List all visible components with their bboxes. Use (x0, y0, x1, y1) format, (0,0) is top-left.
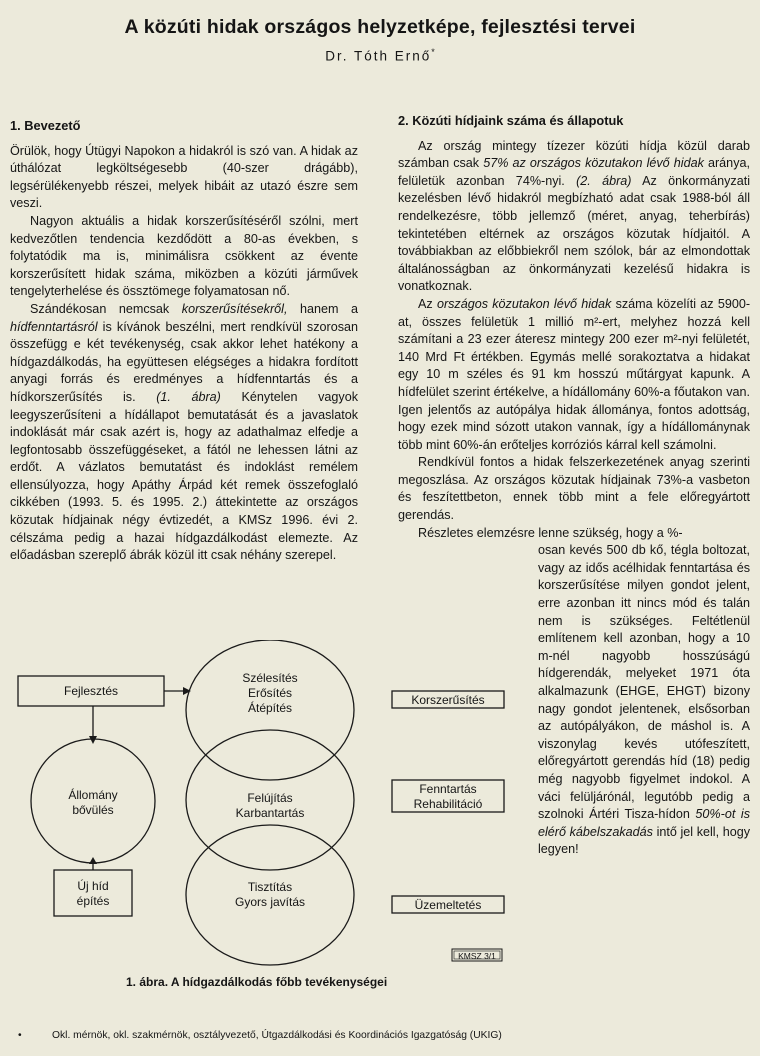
author-line (0, 47, 760, 64)
box-uj-hid (54, 870, 132, 916)
paragraph (398, 296, 750, 454)
text-run: intő jel kell, hogy legyen! (538, 824, 751, 857)
label-gyors-javitas: Gyors javítás (234, 895, 306, 909)
figure-reference: (2. ábra) (576, 173, 632, 188)
figure-hidgazdalkodas (0, 640, 540, 970)
footnote-marker: • (18, 1030, 22, 1041)
author-footnote-mark: * (431, 47, 435, 57)
paragraph: Nagyon aktuális a hidak korszerűsítéséről szólni, mert kedvezőtlen tendencia kezdődött a 80-as években, s folytatódik ma is, minimálisra csökkent az évente korszerűsített hidak száma, miközben a közúti járművek tengelyterhelése és össztömege folyamatosan nő. (10, 213, 358, 299)
label-uj-hid-1: Új híd (77, 879, 109, 893)
label-erosites: Erősítés (247, 686, 293, 700)
author-name: Dr. Tóth Ernő (325, 48, 432, 64)
paragraph: Örülök, hogy Útügyi Napokon a hidakról is szó van. A hidak az úthálózat legköltségesebb (40-szer drágább), legsérülékenyebb részei, melyek hibáit az utazó észre sem veszi. (10, 143, 358, 211)
text-run: Az ország mintegy tízezer közúti hídja közül darab számban csak (398, 138, 750, 171)
text-run: osan kevés 500 db kő, tégla boltozat, vagy az idős acélhidak fenntartása és korszerűsítése milyen gondot jelent, erre azonban itt nincs mód és talán nem is szükséges. Feltétlenül említenem kell azonban, hogy a 10 m-nél nagyobb hosszúságú hídgerendák, melyeket 1971 óta alkalmazunk (EHGE, EHGT) bizony nagy gondot jelentenek, elsősorban az autópályákon, de máshol is. A viszonylag kevés utófeszített, előregyártott gerendás híd (18) pedig még nagyobb figyelmet indokol. A váci felüljárónál, legutóbb pedig a szolnoki Ártéri Tisza-hídon (538, 543, 750, 822)
label-felujitas: Felújítás (247, 791, 293, 805)
text-run: Az (418, 296, 433, 311)
emphasis: 57% az országos közutakon lévő hidak (483, 156, 704, 171)
label-uj-hid-2: építés (76, 894, 110, 908)
arrow-head (89, 857, 97, 864)
figure-caption: 1. ábra. A hídgazdálkodás főbb tevékenységei (126, 975, 388, 989)
figure-reference: (1. ábra) (156, 389, 221, 404)
text-run: Szándékosan nemcsak (30, 301, 170, 316)
label-karbantartas: Karbantartás (235, 806, 305, 820)
text-run: aránya, felületük azonban 74%-nyi. (398, 156, 750, 188)
paragraph: Rendkívül fontos a hidak felszerkezetének anyag szerinti megoszlása. Az országos közutak hídjainak 73%-a vasbeton és feszítettbeton, ennek több mint a fele előregyártott gerendás. (398, 455, 750, 523)
label-allomany-2: bővülés (72, 803, 114, 817)
section-heading-bridges: 2. Közúti hídjaink száma és állapotuk (398, 113, 624, 128)
article-title: A közúti hidak országos helyzetképe, fejlesztési tervei (124, 16, 636, 38)
text-run: száma közelíti az 5900-at, összes felületük 1 millió m²-ert, melyhez hozzá kell számítani a 23 ezer áteresz mintegy 200 ezer m²-nyi felületét, 140 Mrd Ft értékben. Egymás mellé sorakoztatva a hidakat egy 10 m széles és 91 km hosszú műtárgyat kapunk. A hídfelület szerint értékelve, a hídállomány 60%-a főutakon van. Igen jelentős az autópálya hidak állománya, fontos adottság, hogy ezek mind sózott utakon vannak, így a hídállománynak több mint 60%-án erőteljes korróziós kárral kell számolni. (398, 296, 751, 452)
label-tisztitas: Tisztítás (247, 880, 293, 894)
paragraph-wrapped (538, 542, 750, 859)
footnote (18, 1030, 502, 1041)
label-fenntartas: Fenntartás (419, 782, 477, 796)
text-run: Az önkormányzati kezelésben lévő hidakról megbízható adat csak 1988-ból áll rendelkezésre, több jellemző (méret, anyag, teherbírás) tekintetében eltérnek az országos közutak hídjaitól. A továbbiakban az előbbiekről nem szólok, bár az elmondottak általánosságban az önkormányzati kezelésű hidakra is vonatkoznak. (398, 173, 750, 294)
label-allomany-1: Állomány (68, 788, 118, 802)
paragraph (398, 138, 750, 296)
label-uzemeltetes: Üzemeltetés (414, 898, 482, 912)
text-run: is kívánok beszélni, mert rendkívül szorosan összefügg e két tevékenység, csak akkor lehet hatékony a hídgazdálkodás, ha együttesen elégséges a hidakra fordított anyagi forrás és eredményes a hídfenntartás és a hídkorszerűsítés is. (10, 319, 358, 404)
text-run: hanem a (299, 301, 359, 316)
left-column (10, 117, 358, 565)
stamp-label: KMSZ 3/1 (458, 951, 496, 961)
label-korszerusites: Korszerűsítés (411, 693, 485, 707)
section-heading-intro: 1. Bevezető (10, 118, 81, 133)
emphasis: hídfenntartásról (10, 319, 98, 334)
label-atepites: Átépítés (247, 701, 293, 715)
emphasis: korszerűsítésekről, (181, 301, 288, 316)
footnote-text: Okl. mérnök, okl. szakmérnök, osztályvezető, Útgazdálkodási és Koordinációs Igazgatóság (UKIG) (52, 1030, 502, 1041)
label-rehabilitacio: Rehabilitáció (413, 797, 483, 811)
paragraph-lead: Részletes elemzésre lenne szükség, hogy a %- (418, 525, 683, 540)
text-run: Kénytelen vagyok leegyszerűsíteni a hídállapot bemutatását és a javaslatok indoklását már csak azért is, hogy az adathalmaz elfedje a legfontosabb összefüggéseket, a fától ne lehessen látni az erdőt. A vázlatos bemutatást és indoklást remélem ellensúlyozza, hogy Apáthy Árpád két remek összefoglaló cikkében (1993. 5. és 1995. 2.) áttekintette az országos közutak hídjainak négy évtizedét, a KMSz 1996. évi 2. célszáma pedig a hazai hídgazdálkodást elemezte. Az előadásban szereplő ábrák közül itt csak néhány szerepel. (10, 389, 358, 563)
emphasis: 50%-ot is elérő kábelszakadás (538, 807, 750, 839)
paragraph (10, 301, 358, 565)
arrow-head (89, 736, 97, 744)
emphasis: országos közutakon lévő hidak (436, 296, 612, 311)
label-fejlesztes: Fejlesztés (63, 684, 119, 698)
label-szelesites: Szélesítés (242, 671, 298, 685)
